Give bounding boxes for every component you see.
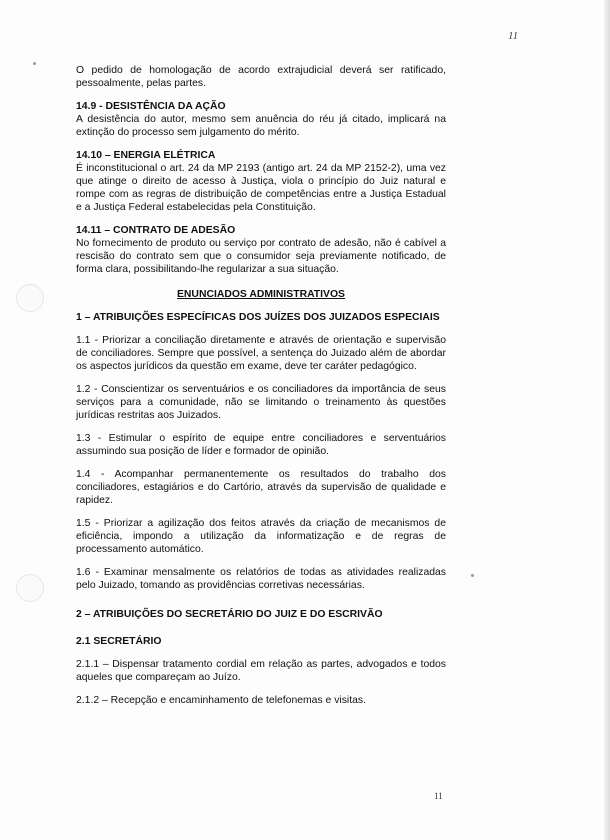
document-body — [76, 64, 446, 707]
paragraph-14-9: A desistência do autor, mesmo sem anuência do réu já citado, implicará na extinção do processo sem julgamento do mérito. — [76, 114, 446, 138]
paragraph-14-11: No fornecimento de produto ou serviço por contrato de adesão, não é cabível a rescisão do contrato sem que o consumidor seja previamente notificado, de forma clara, possibilitando-lhe regularizar a sua situação. — [76, 238, 446, 275]
heading-1: 1 – ATRIBUIÇÕES ESPECÍFICAS DOS JUÍZES DOS JUIZADOS ESPECIAIS — [76, 312, 440, 323]
punch-hole-mark — [16, 574, 44, 602]
paragraph-1-2: 1.2 - Conscientizar os serventuários e os conciliadores da importância de seus serviços para a comunidade, não se limitando o treinamento às questões jurídicas restritas aos Juizados. — [76, 384, 446, 421]
scan-speck — [471, 574, 474, 577]
paragraph-homologacao: O pedido de homologação de acordo extrajudicial deverá ser ratificado, pessoalmente, pelas partes. — [76, 65, 446, 89]
paragraph-1-5: 1.5 - Priorizar a agilização dos feitos através da criação de mecanismos de eficiência, impondo a utilização da informatização e de regras de processamento automático. — [76, 518, 446, 555]
top-page-number: 11 — [508, 30, 519, 42]
heading-14-9: 14.9 - DESISTÊNCIA DA AÇÃO — [76, 101, 226, 112]
paragraph-2-1-1: 2.1.1 – Dispensar tratamento cordial em relação as partes, advogados e todos aqueles que compareçam ao Juízo. — [76, 659, 446, 683]
heading-2-1: 2.1 SECRETÁRIO — [76, 636, 162, 647]
page-edge-shadow — [604, 0, 610, 840]
paragraph-1-6: 1.6 - Examinar mensalmente os relatórios de todas as atividades realizadas pelo Juizado, tomando as providências corretivas necessárias. — [76, 567, 446, 591]
heading-14-11: 14.11 – CONTRATO DE ADESÃO — [76, 225, 236, 236]
heading-2: 2 – ATRIBUIÇÕES DO SECRETÁRIO DO JUIZ E DO ESCRIVÃO — [76, 609, 383, 620]
paragraph-1-1: 1.1 - Priorizar a conciliação diretamente e através de orientação e supervisão de conciliadores. Sempre que possível, a sentença do Juizado além de abordar os aspectos jurídicos da questão em exame, deve ter caráter pedagógico. — [76, 335, 446, 372]
paragraph-1-4: 1.4 - Acompanhar permanentemente os resultados do trabalho dos conciliadores, estagiários e do Cartório, através da supervisão de qualidade e rapidez. — [76, 469, 446, 506]
heading-14-10: 14.10 – ENERGIA ELÉTRICA — [76, 150, 216, 161]
paragraph-14-10: É inconstitucional o art. 24 da MP 2193 (antigo art. 24 da MP 2152-2), uma vez que atinge o direito de acesso à Justiça, viola o princípio do Juiz natural e rompe com as regras de distribuição de competências entre a Justiça Estadual e a Justiça Federal estabelecidas pela Constituição. — [76, 163, 446, 213]
scan-speck — [33, 62, 36, 65]
section-title-enunciados: ENUNCIADOS ADMINISTRATIVOS — [177, 289, 345, 300]
paragraph-2-1-2: 2.1.2 – Recepção e encaminhamento de telefonemas e visitas. — [76, 695, 366, 706]
paragraph-1-3: 1.3 - Estimular o espírito de equipe entre conciliadores e serventuários assumindo sua posição de líder e formador de opinião. — [76, 433, 446, 457]
punch-hole-mark — [16, 284, 44, 312]
bottom-page-number: 11 — [434, 791, 443, 801]
